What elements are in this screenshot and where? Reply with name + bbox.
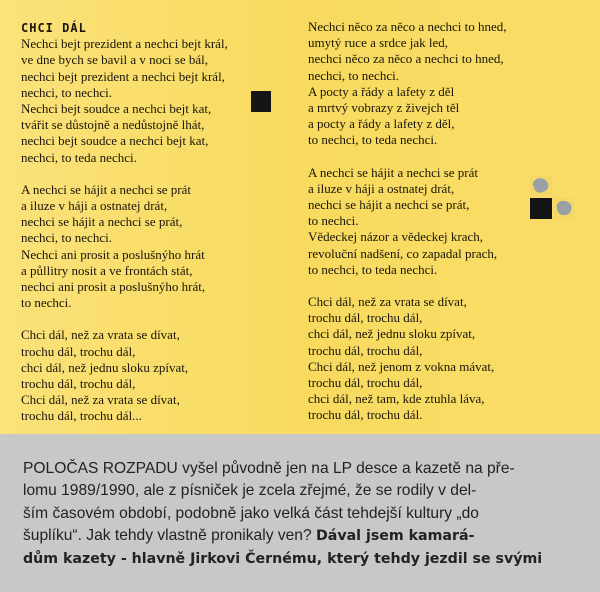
left-lyric-line: trochu dál, trochu dál,: [21, 376, 136, 392]
blob-icon: [530, 176, 552, 196]
note-line-5: dům kazety - hlavně Jirkovi Černému, který tehdy jezdil se svými: [23, 550, 543, 567]
right-lyric-line: to nechci, to teda nechci.: [308, 261, 438, 277]
left-lyric-line: A nechci se hájit a nechci se prát: [21, 181, 192, 197]
right-lyric-line: nechci, to nechci.: [308, 67, 399, 83]
right-lyric-line: umytý ruce a srdce jak led,: [308, 35, 449, 51]
left-lyric-line: ve dne bych se bavil a v noci se bál,: [21, 52, 208, 68]
right-lyric-line: chci dál, než tam, kde ztuhla láva,: [308, 391, 485, 407]
left-lyric-line: a půllitry nosit a ve frontách stát,: [21, 262, 193, 278]
liner-note: [23, 458, 583, 570]
left-lyric-line: Nechci ani prosit a poslušnýho hrát: [21, 246, 205, 262]
left-lyric-line: to nechci.: [21, 295, 72, 311]
left-lyric-line: Chci dál, než za vrata se dívat,: [21, 392, 180, 408]
right-lyric-line: trochu dál, trochu dál,: [308, 310, 423, 326]
right-lyric-line: to nechci.: [308, 213, 359, 229]
right-lyric-line: a iluze v háji a ostnatej drát,: [308, 180, 455, 196]
lyrics-column-right: [308, 19, 578, 424]
left-lyric-line: Nechci bejt soudce a nechci bejt kat,: [21, 101, 212, 117]
note-line-2: lomu 1989/1990, ale z písniček je zcela zřejmé, že se rodily v del-: [23, 482, 477, 500]
left-lyric-line: tvářit se důstojně a nedůstojně lhát,: [21, 117, 205, 133]
left-lyric-line: Nechci bejt prezident a nechci bejt král,: [21, 36, 228, 52]
note-bold-inline: Dával jsem kamará-: [315, 528, 475, 545]
black-square-ornament: [251, 91, 271, 112]
note-line-4-text: šuplíku“. Jak tehdy vlastně pronikaly ven?: [23, 527, 312, 545]
left-lyric-line: trochu dál, trochu dál...: [21, 408, 142, 424]
song-title: CHCI DÁL: [21, 21, 87, 35]
left-lyric-line: nechci ani prosit a poslušnýho hrát,: [21, 279, 206, 295]
right-lyric-line: to nechci, to teda nechci.: [308, 132, 438, 148]
note-line-4: [23, 525, 583, 547]
right-lyric-line: revoluční nadšení, co zapadal prach,: [308, 245, 498, 261]
right-lyric-line: Chci dál, než jenom z vokna mávat,: [308, 358, 495, 374]
right-lyric-line: trochu dál, trochu dál,: [308, 375, 423, 391]
blob-icon-gray: [554, 198, 575, 219]
right-lyric-line: nechci se hájit a nechci se prát,: [308, 197, 470, 213]
note-line-3: ším časovém období, podobně jako velká část tehdejší kultury „do: [23, 504, 479, 522]
left-lyric-line: nechci, to teda nechci.: [21, 149, 137, 165]
left-lyric-line: nechci bejt prezident a nechci bejt král,: [21, 68, 225, 84]
left-lyric-line: nechci, to nechci.: [21, 84, 112, 100]
left-lyric-line: nechci bejt soudce a nechci bejt kat,: [21, 133, 209, 149]
tile-ornament-black: [530, 198, 552, 219]
right-lyric-line: A nechci se hájit a nechci se prát: [308, 164, 479, 180]
left-lyric-line: chci dál, než jednu sloku zpívat,: [21, 359, 189, 375]
left-lyric-line: a iluze v háji a ostnatej drát,: [21, 198, 168, 214]
right-lyric-line: A pocty a řády a lafety z děl: [308, 83, 455, 99]
right-lyric-line: chci dál, než jednu sloku zpívat,: [308, 326, 476, 342]
lyrics-column-left: [21, 20, 281, 425]
right-verses: [308, 19, 578, 424]
left-lyric-line: nechci, to nechci.: [21, 230, 112, 246]
right-lyric-line: trochu dál, trochu dál.: [308, 407, 423, 423]
right-lyric-line: a pocty a řády a lafety z děl,: [308, 116, 455, 132]
left-stanza-gap: [21, 166, 281, 182]
right-lyric-line: nechci něco za něco a nechci to hned,: [308, 51, 504, 67]
right-stanza-gap: [308, 278, 578, 294]
right-lyric-line: Chci dál, než za vrata se dívat,: [308, 294, 467, 310]
left-verses: [21, 36, 281, 424]
tile-ornament-yellow: [530, 176, 552, 196]
right-lyric-line: Vědeckej názor a vědeckej krach,: [308, 229, 484, 245]
right-lyric-line: a mrtvý vobrazy z živejch těl: [308, 100, 460, 116]
right-stanza-gap: [308, 149, 578, 165]
left-lyric-line: Chci dál, než za vrata se dívat,: [21, 327, 180, 343]
note-line-1: POLOČAS ROZPADU vyšel původně jen na LP desce a kazetě na pře-: [23, 460, 515, 477]
left-stanza-gap: [21, 311, 281, 327]
right-lyric-line: Nechci něco za něco a nechci to hned,: [308, 19, 507, 34]
right-lyric-line: trochu dál, trochu dál,: [308, 342, 423, 358]
tile-ornament-gray: [554, 198, 575, 219]
left-lyric-line: nechci se hájit a nechci se prát,: [21, 214, 183, 230]
left-lyric-line: trochu dál, trochu dál,: [21, 343, 136, 359]
